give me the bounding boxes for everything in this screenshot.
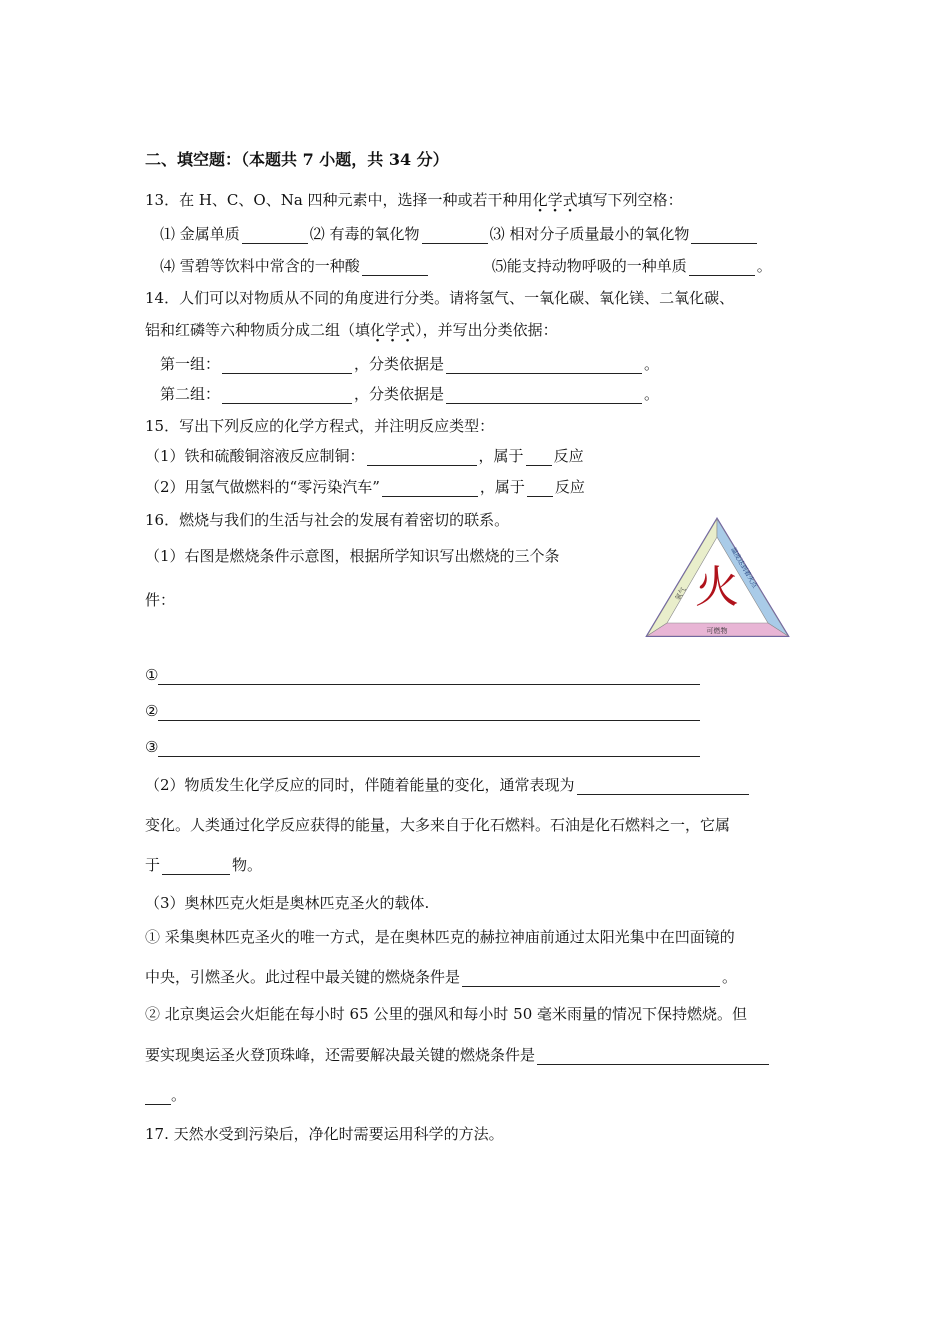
answer-blank[interactable] — [446, 387, 642, 404]
q16-part2-c — [145, 855, 262, 875]
oxygen-label: 氧气 — [673, 585, 688, 602]
q14-line2-text: 铝和红磷等六种物质分成二组（填 — [145, 321, 371, 339]
answer-blank[interactable] — [158, 704, 700, 721]
combustion-triangle-figure — [645, 517, 790, 639]
q14-line2-tail: ），并写出分类依据： — [415, 321, 558, 339]
condition-number: ① — [145, 666, 159, 684]
q13-item-5: ⑸能支持动物呼吸的一种单质 — [491, 257, 687, 275]
group-label: 第二组： — [160, 385, 221, 403]
answer-blank[interactable] — [537, 1048, 769, 1065]
emphasis-char: 化 — [370, 321, 386, 339]
answer-blank[interactable] — [526, 449, 552, 466]
answer-blank[interactable] — [382, 480, 478, 497]
answer-blank[interactable] — [145, 1088, 171, 1105]
q16-condition-3 — [145, 737, 700, 757]
q16-part2-b: 变化。人类通过化学反应获得的能量，大多来自于化石燃料。石油是化石燃料之一，它属 — [145, 816, 731, 834]
fire-character: 火 — [695, 562, 739, 613]
reaction-label: 反应 — [553, 447, 584, 465]
q16-condition-2 — [145, 701, 700, 721]
q15-reaction-2 — [145, 477, 585, 497]
part2-tail: 物。 — [232, 856, 263, 874]
q16-part3-a2 — [145, 967, 737, 987]
q15-intro: 15．写出下列反应的化学方程式，并注明反应类型： — [145, 417, 495, 435]
q13-intro — [145, 190, 683, 210]
period: 。 — [756, 257, 772, 275]
answer-blank[interactable] — [222, 387, 352, 404]
emphasis-char: 式 — [400, 321, 416, 339]
part2-text: 于 — [145, 856, 161, 874]
period: 。 — [644, 355, 660, 373]
q13-item-2: ⑵ 有毒的氧化物 — [309, 225, 420, 243]
q14-group1 — [160, 354, 659, 374]
q16-part1-cont: 件： — [145, 591, 176, 609]
belongs-label: ，属于 — [478, 447, 524, 465]
q13-intro-tail: 填写下列空格： — [577, 191, 683, 209]
answer-blank[interactable] — [446, 357, 642, 374]
answer-blank[interactable] — [222, 357, 352, 374]
emphasis-char: 学 — [547, 191, 563, 209]
answer-blank[interactable] — [462, 970, 720, 987]
answer-blank[interactable] — [362, 259, 428, 276]
q13-intro-text: 13．在 H、C、O、Na 四种元素中，选择一种或若干种用 — [145, 191, 533, 209]
q17-intro: 17. 天然水受到污染后，净化时需要运用科学的方法。 — [145, 1125, 504, 1143]
answer-blank[interactable] — [367, 449, 477, 466]
answer-blank[interactable] — [689, 259, 755, 276]
q14-group2 — [160, 384, 659, 404]
q16-part3-b3 — [145, 1085, 186, 1105]
period: 。 — [171, 1086, 187, 1104]
period: 。 — [644, 385, 660, 403]
emphasis-char: 式 — [562, 191, 578, 209]
answer-blank[interactable] — [577, 778, 749, 795]
q16-part3-a1: ① 采集奥林匹克圣火的唯一方式，是在奥林匹克的赫拉神庙前通过太阳光集中在凹面镜的 — [145, 928, 735, 946]
answer-blank[interactable] — [422, 227, 488, 244]
condition-number: ③ — [145, 738, 159, 756]
part3-text: 中央，引燃圣火。此过程中最关键的燃烧条件是 — [145, 968, 461, 986]
reaction-text: （2）用氢气做燃料的“零污染汽车” — [145, 478, 380, 496]
answer-blank[interactable] — [158, 668, 700, 685]
answer-blank[interactable] — [242, 227, 308, 244]
part3-text: 要实现奥运圣火登顶珠峰，还需要解决最关键的燃烧条件是 — [145, 1046, 536, 1064]
reaction-text: （1）铁和硫酸铜溶液反应制铜： — [145, 447, 365, 465]
group-label: 第一组： — [160, 355, 221, 373]
answer-blank[interactable] — [527, 480, 553, 497]
q13-item-3: ⑶ 相对分子质量最小的氧化物 — [489, 225, 690, 243]
basis-label: ，分类依据是 — [354, 385, 445, 403]
temperature-label: 温度达到着火点 — [729, 546, 759, 590]
part2-text: （2）物质发生化学反应的同时，伴随着能量的变化，通常表现为 — [145, 776, 575, 794]
q16-part3: （3）奥林匹克火炬是奥林匹克圣火的载体. — [145, 894, 430, 912]
section-title: 二、填空题：（本题共 7 小题，共 34 分） — [145, 150, 449, 169]
q16-part3-b2 — [145, 1045, 771, 1065]
reaction-label: 反应 — [554, 478, 585, 496]
fuel-label: 可燃物 — [706, 627, 728, 635]
emphasis-char: 学 — [385, 321, 401, 339]
belongs-label: ，属于 — [479, 478, 525, 496]
answer-blank[interactable] — [162, 858, 230, 875]
emphasis-char: 化 — [532, 191, 548, 209]
q16-part1: （1）右图是燃烧条件示意图，根据所学知识写出燃烧的三个条 — [145, 547, 560, 565]
period: 。 — [722, 968, 738, 986]
q16-intro: 16．燃烧与我们的生活与社会的发展有着密切的联系。 — [145, 511, 510, 529]
answer-blank[interactable] — [158, 740, 700, 757]
basis-label: ，分类依据是 — [354, 355, 445, 373]
q16-condition-1 — [145, 665, 700, 685]
q14-line1: 14．人们可以对物质从不同的角度进行分类。请将氢气、一氧化碳、氧化镁、二氧化碳、 — [145, 289, 735, 307]
q13-row1 — [160, 224, 759, 244]
q13-item-1: ⑴ 金属单质 — [160, 225, 240, 243]
q16-part3-b1: ② 北京奥运会火炬能在每小时 65 公里的强风和每小时 50 毫米雨量的情况下保持燃烧。但 — [145, 1005, 748, 1023]
q14-line2 — [145, 320, 558, 340]
condition-number: ② — [145, 702, 159, 720]
answer-blank[interactable] — [691, 227, 757, 244]
q15-reaction-1 — [145, 446, 584, 466]
q16-part2-a — [145, 775, 751, 795]
q13-item-4: ⑷ 雪碧等饮料中常含的一种酸 — [160, 257, 360, 275]
q13-row2 — [160, 256, 772, 276]
